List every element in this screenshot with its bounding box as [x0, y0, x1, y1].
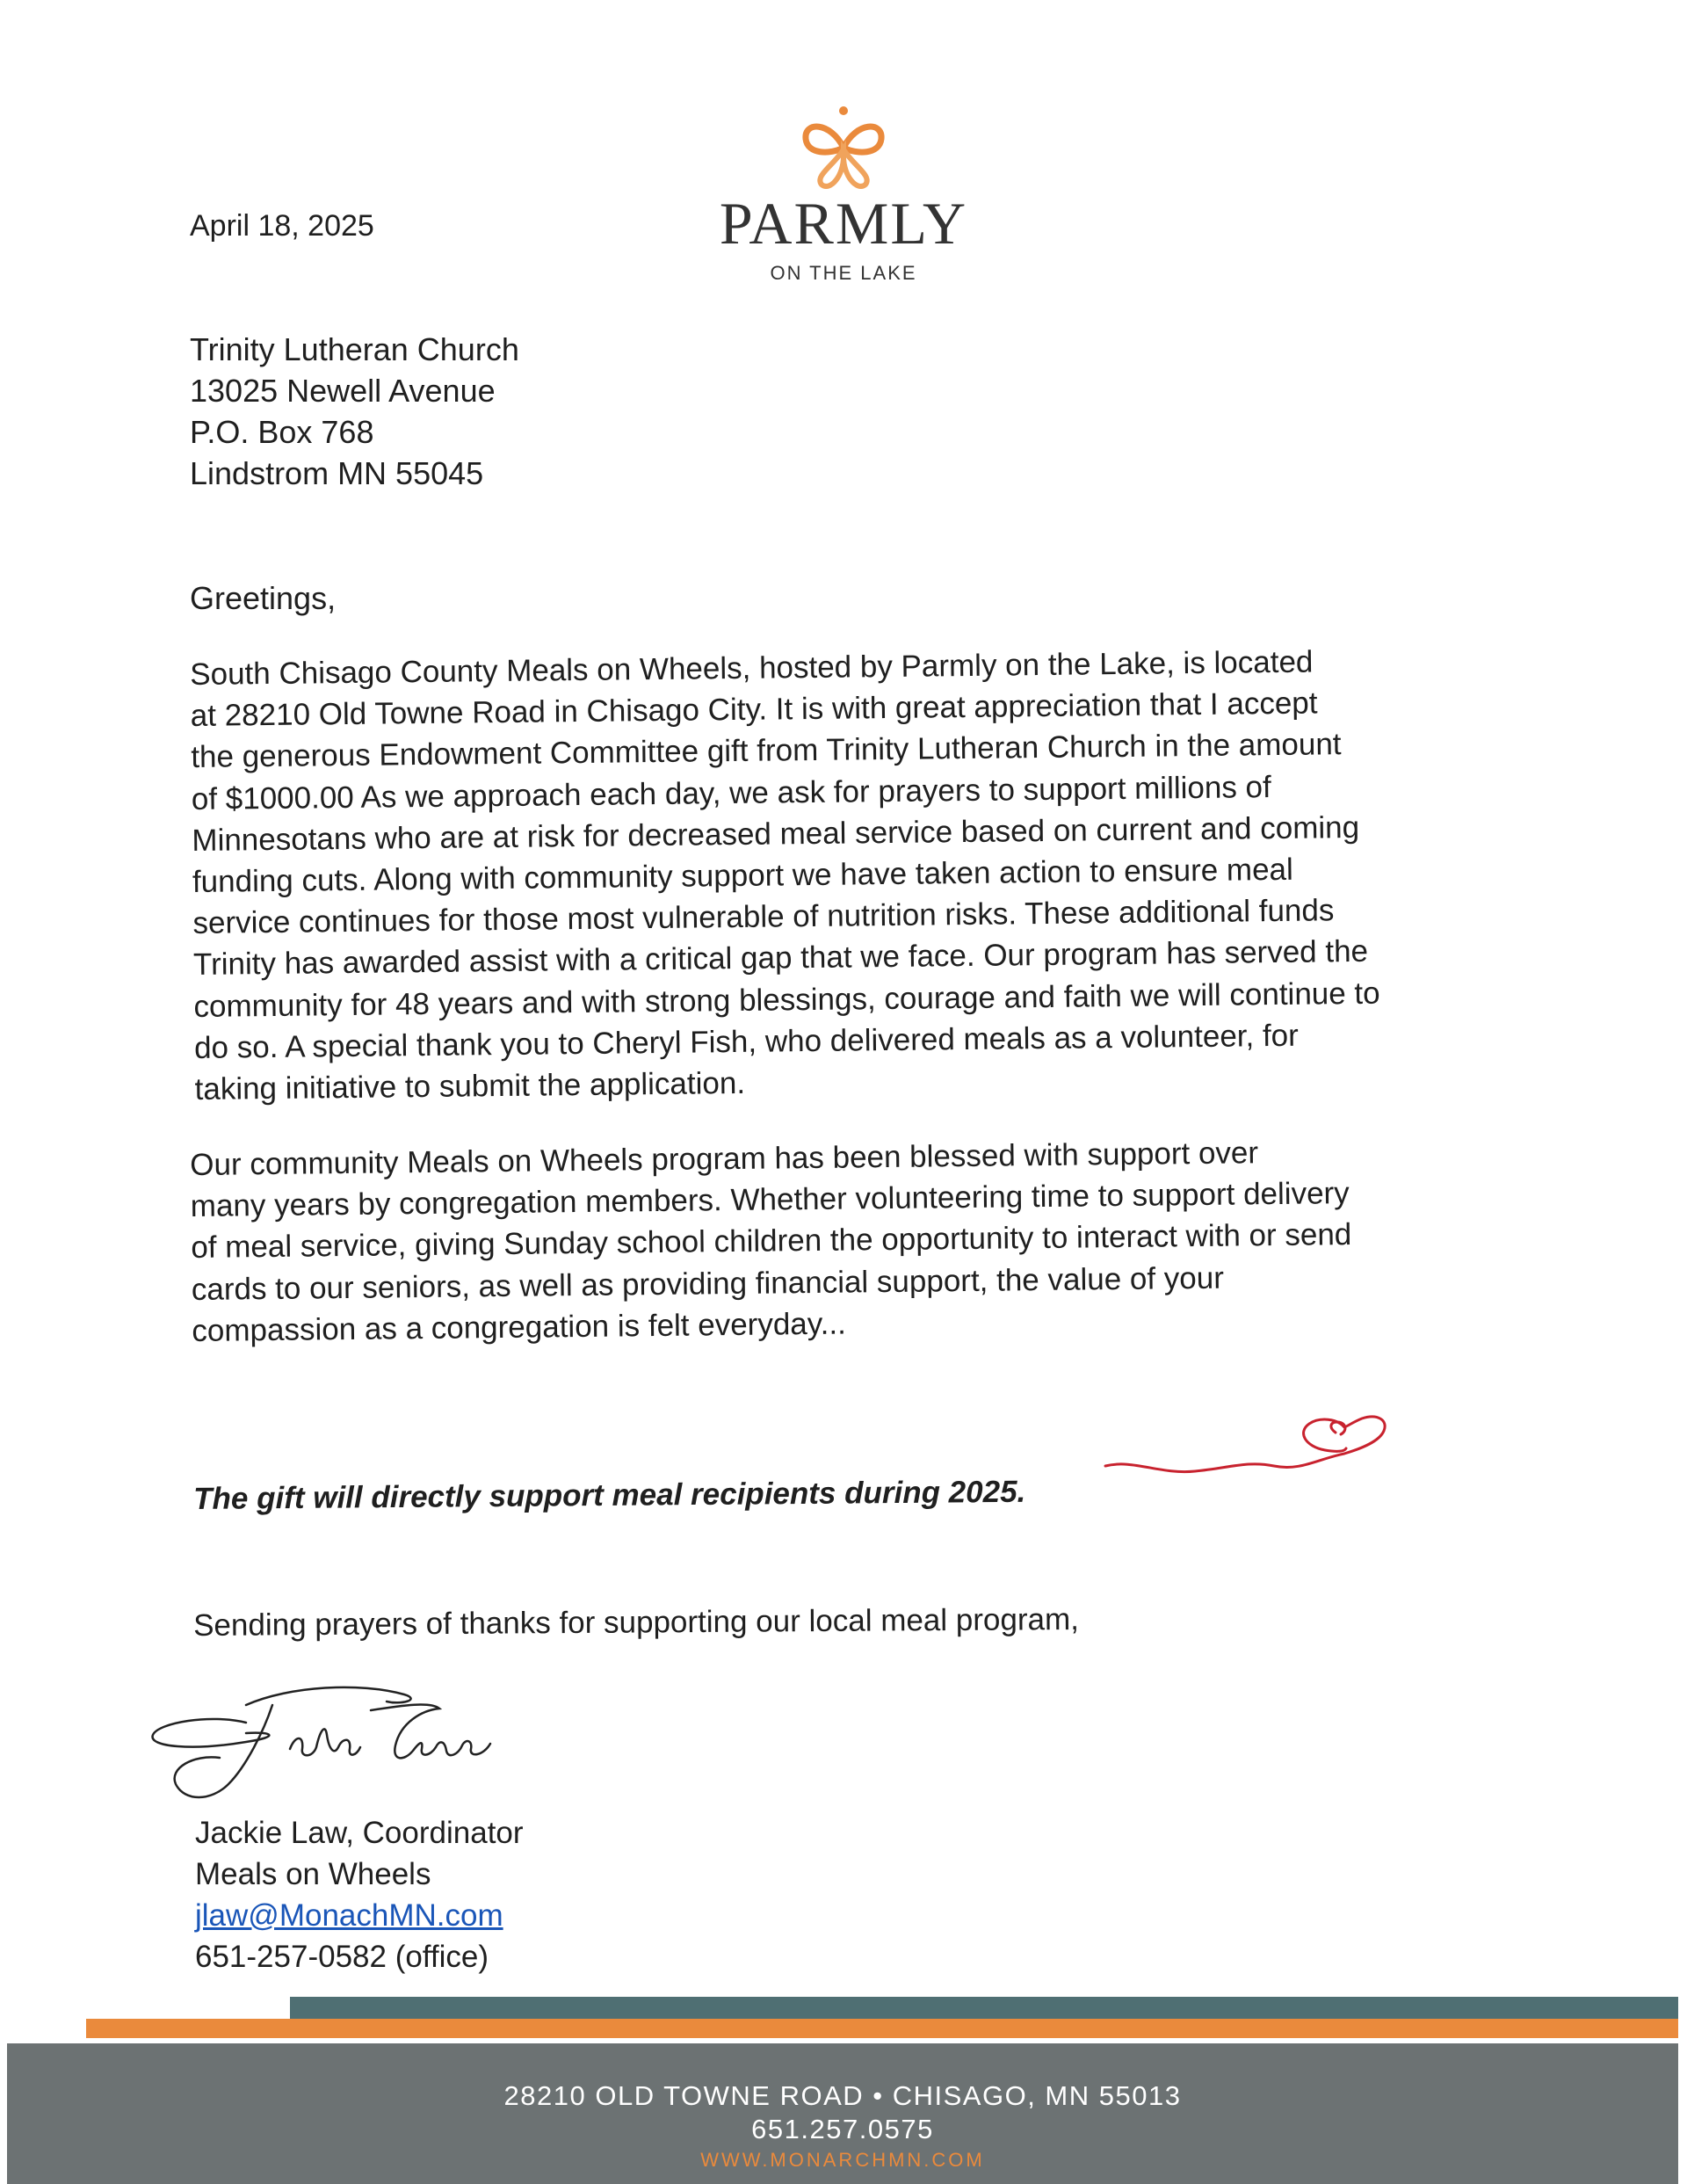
signer-program: Meals on Wheels: [195, 1857, 431, 1891]
paragraph-line: cards to our seniors, as well as providing financial support, the value of your: [191, 1260, 1225, 1307]
recipient-line: Trinity Lutheran Church: [190, 331, 519, 367]
footer-phone: 651.257.0575: [751, 2114, 934, 2144]
logo-wordmark: PARMLY: [719, 190, 968, 257]
paragraph-line: Minnesotans who are at risk for decreased meal service based on current and coming: [192, 809, 1360, 858]
greeting: Greetings,: [190, 580, 337, 616]
footer-bar: [7, 2043, 1678, 2184]
footer-website: WWW.MONARCHMN.COM: [700, 2149, 985, 2171]
footer-teal-stripe: [290, 1997, 1678, 2020]
paragraph-line: the generous Endowment Committee gift from Trinity Lutheran Church in the amount: [191, 727, 1342, 775]
recipient-line: P.O. Box 768: [190, 414, 374, 450]
footer-orange-stripe: [86, 2019, 1678, 2038]
recipient-line: Lindstrom MN 55045: [190, 455, 484, 491]
paragraph-line: compassion as a congregation is felt everyday...: [192, 1306, 847, 1348]
letter-date: April 18, 2025: [190, 209, 374, 243]
signer-name-title: Jackie Law, Coordinator: [195, 1816, 524, 1850]
paragraph-line: of meal service, giving Sunday school children the opportunity to interact with or send: [191, 1217, 1352, 1266]
handwritten-signature-icon: [141, 1670, 545, 1819]
paragraph-line: at 28210 Old Towne Road in Chisago City. It is with great appreciation that I accept: [190, 686, 1318, 734]
paragraph-line: of $1000.00 As we approach each day, we ask for prayers to support millions of: [191, 769, 1271, 816]
paragraph-line: do so. A special thank you to Cheryl Fish, who delivered meals as a volunteer, for: [193, 1018, 1300, 1065]
paragraph-line: South Chisago County Meals on Wheels, hosted by Parmly on the Lake, is located: [190, 644, 1314, 692]
recipient-line: 13025 Newell Avenue: [190, 373, 496, 409]
hand-drawn-heart-icon: [1098, 1406, 1397, 1503]
paragraph-line: service continues for those most vulnerable of nutrition risks. These additional funds: [192, 893, 1335, 941]
logo-tagline: ON THE LAKE: [770, 262, 917, 284]
paragraph-line: Trinity has awarded assist with a critical gap that we face. Our program has served the: [192, 934, 1369, 983]
paragraph-line: community for 48 years and with strong blessings, courage and faith we will continue to: [193, 976, 1380, 1024]
body-paragraph-1: [190, 639, 1495, 1110]
paragraph-line: funding cuts. Along with community support we have taken action to ensure meal: [192, 852, 1294, 899]
paragraph-line: many years by congregation members. Whether volunteering time to support delivery: [190, 1176, 1350, 1224]
recipient-address: [190, 329, 519, 494]
parmly-logo: [703, 104, 984, 285]
gift-statement: The gift will directly support meal recipients during 2025.: [193, 1474, 1026, 1516]
butterfly-logo-icon: [795, 104, 892, 192]
signature-block: [195, 1812, 524, 1977]
closing-line: Sending prayers of thanks for supporting our local meal program,: [193, 1601, 1080, 1643]
paragraph-line: taking initiative to submit the application.: [194, 1065, 746, 1107]
signer-phone: 651-257-0582 (office): [195, 1940, 489, 1974]
paragraph-line: Our community Meals on Wheels program has been blessed with support over: [190, 1136, 1259, 1182]
body-paragraph-2: [190, 1129, 1493, 1352]
footer-address: 28210 OLD TOWNE ROAD • CHISAGO, MN 55013: [503, 2080, 1182, 2111]
signer-email-link[interactable]: jlaw@MonachMN.com: [195, 1898, 503, 1933]
